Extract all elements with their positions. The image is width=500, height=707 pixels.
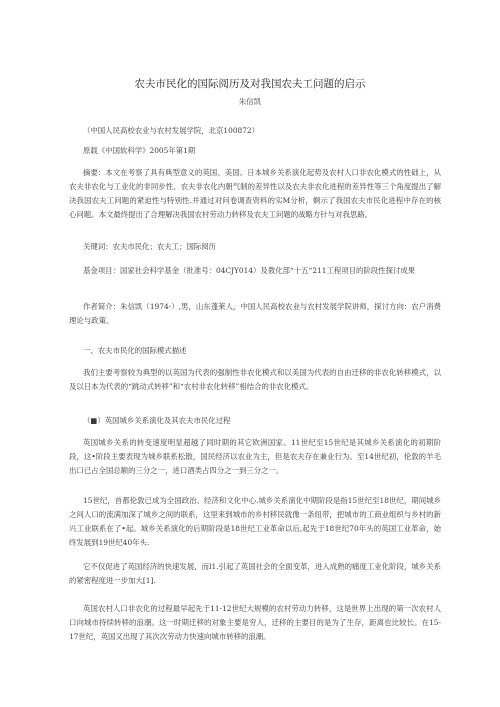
section-intro: 我们主要考察较为典型的以英国为代表的强制性非农化模式和以美国为代表的自由迁移的非农化转移模式，以及以日本为代表的“跳动式转移”和“农村非农化转移”相结合的非农化模式。 bbox=[69, 368, 441, 391]
author-bio: 作者简介：朱信凯（1974-）,男，山东蓬莱人，中国人民高校农业与农村发展学院讲师，探讨方向：农户消费理论与政策。 bbox=[69, 302, 441, 325]
author-name: 朱信凯 bbox=[238, 97, 262, 106]
subsection-heading: （■）英国城乡关系演化及其农夫市民化过程 bbox=[83, 416, 231, 425]
funding: 基金项目：国家社会科学基金（批准号：04CJY014）及教化部“十五“211工程项目的阶段性探讨成果 bbox=[83, 266, 416, 275]
body-paragraph: 15世纪，首都伦敦已成为全国政治、经济和文化中心.城乡关系演化中期阶段是指15世纪至18世纪，期间城乡之间人口的流满加深了城乡之间的联系，这里来到城市的乡村移民就像一条纽带，把城市的工商业组织与乡村的新兴工业联系在了•起。城乡关系演化的后期阶段是18世纪工业革命以后,起先于18世纪70年头的英国工业革命，始终发展到19世纪40年头. bbox=[69, 496, 441, 547]
body-paragraph: 英国城乡关系的转变速度明显超越了同时期的其它欧洲国家。11世纪至15世纪是其城乡关系演化的初期阶段，这•阶段主要表现为城乡联系松散，国民经济以农业为主，但是农夫存在兼业行为。至14世纪初，伦敦的羊毛出口已占全国总额的三分之一，进口酒类占四分之一到三分之一。 bbox=[69, 438, 441, 475]
body-paragraph: 它不仅促进了英国经济的快速发展，而l1.引起了英国社会的全面变革，进入成熟的痛度工业化阶段，城乡关系的紧密程度进一步加大[1]. bbox=[69, 562, 441, 585]
section-heading: 一、农夫市民化的国际模式描述 bbox=[83, 346, 187, 355]
keywords: 关键词：农夫市民化；农夫工；国际阅历 bbox=[83, 242, 217, 251]
abstract: 摘要：本文在考察了具有典型意义的英国、美国、日本城乡关系演化起势及农村人口非农化模式的性础上，从农夫非农化与工业化的非同步性、农夫非农化内朝气制的差异性以及农夫非农化进程的差异性等三个角度提出了解决我国农夫工问题的紧迫性与特别性.并通过对问卷调查资料的实M分析，婀示了我国农夫市民化进程中存在的核心问题。本文最终提出了合理解决我国农村劳动力转移及农夫工问题的战略方针与对我思路。 bbox=[69, 168, 441, 219]
source-line: 原载《中国软科学》2005年第1期 bbox=[83, 146, 196, 155]
body-paragraph: 英国农村人口非农化的过程最早起先于11-12世纪大规模的农村劳动力转移，这是世界上出现的第一次农村人口向城市持续转移的浪潮。这一时期迁移的对象主要是穷人，迁移的主要目的是为了生存，距离也比较长。在15-17世纪，英国又出现了其次次劳动力快速向城市转移的浪潮。 bbox=[69, 604, 441, 641]
affiliation: （中国人民高校农业与农村发展学院，北京100872） bbox=[83, 126, 260, 135]
document-title: 农夫市民化的国际阅历及对我国农夫工问题的启示 bbox=[134, 78, 366, 90]
